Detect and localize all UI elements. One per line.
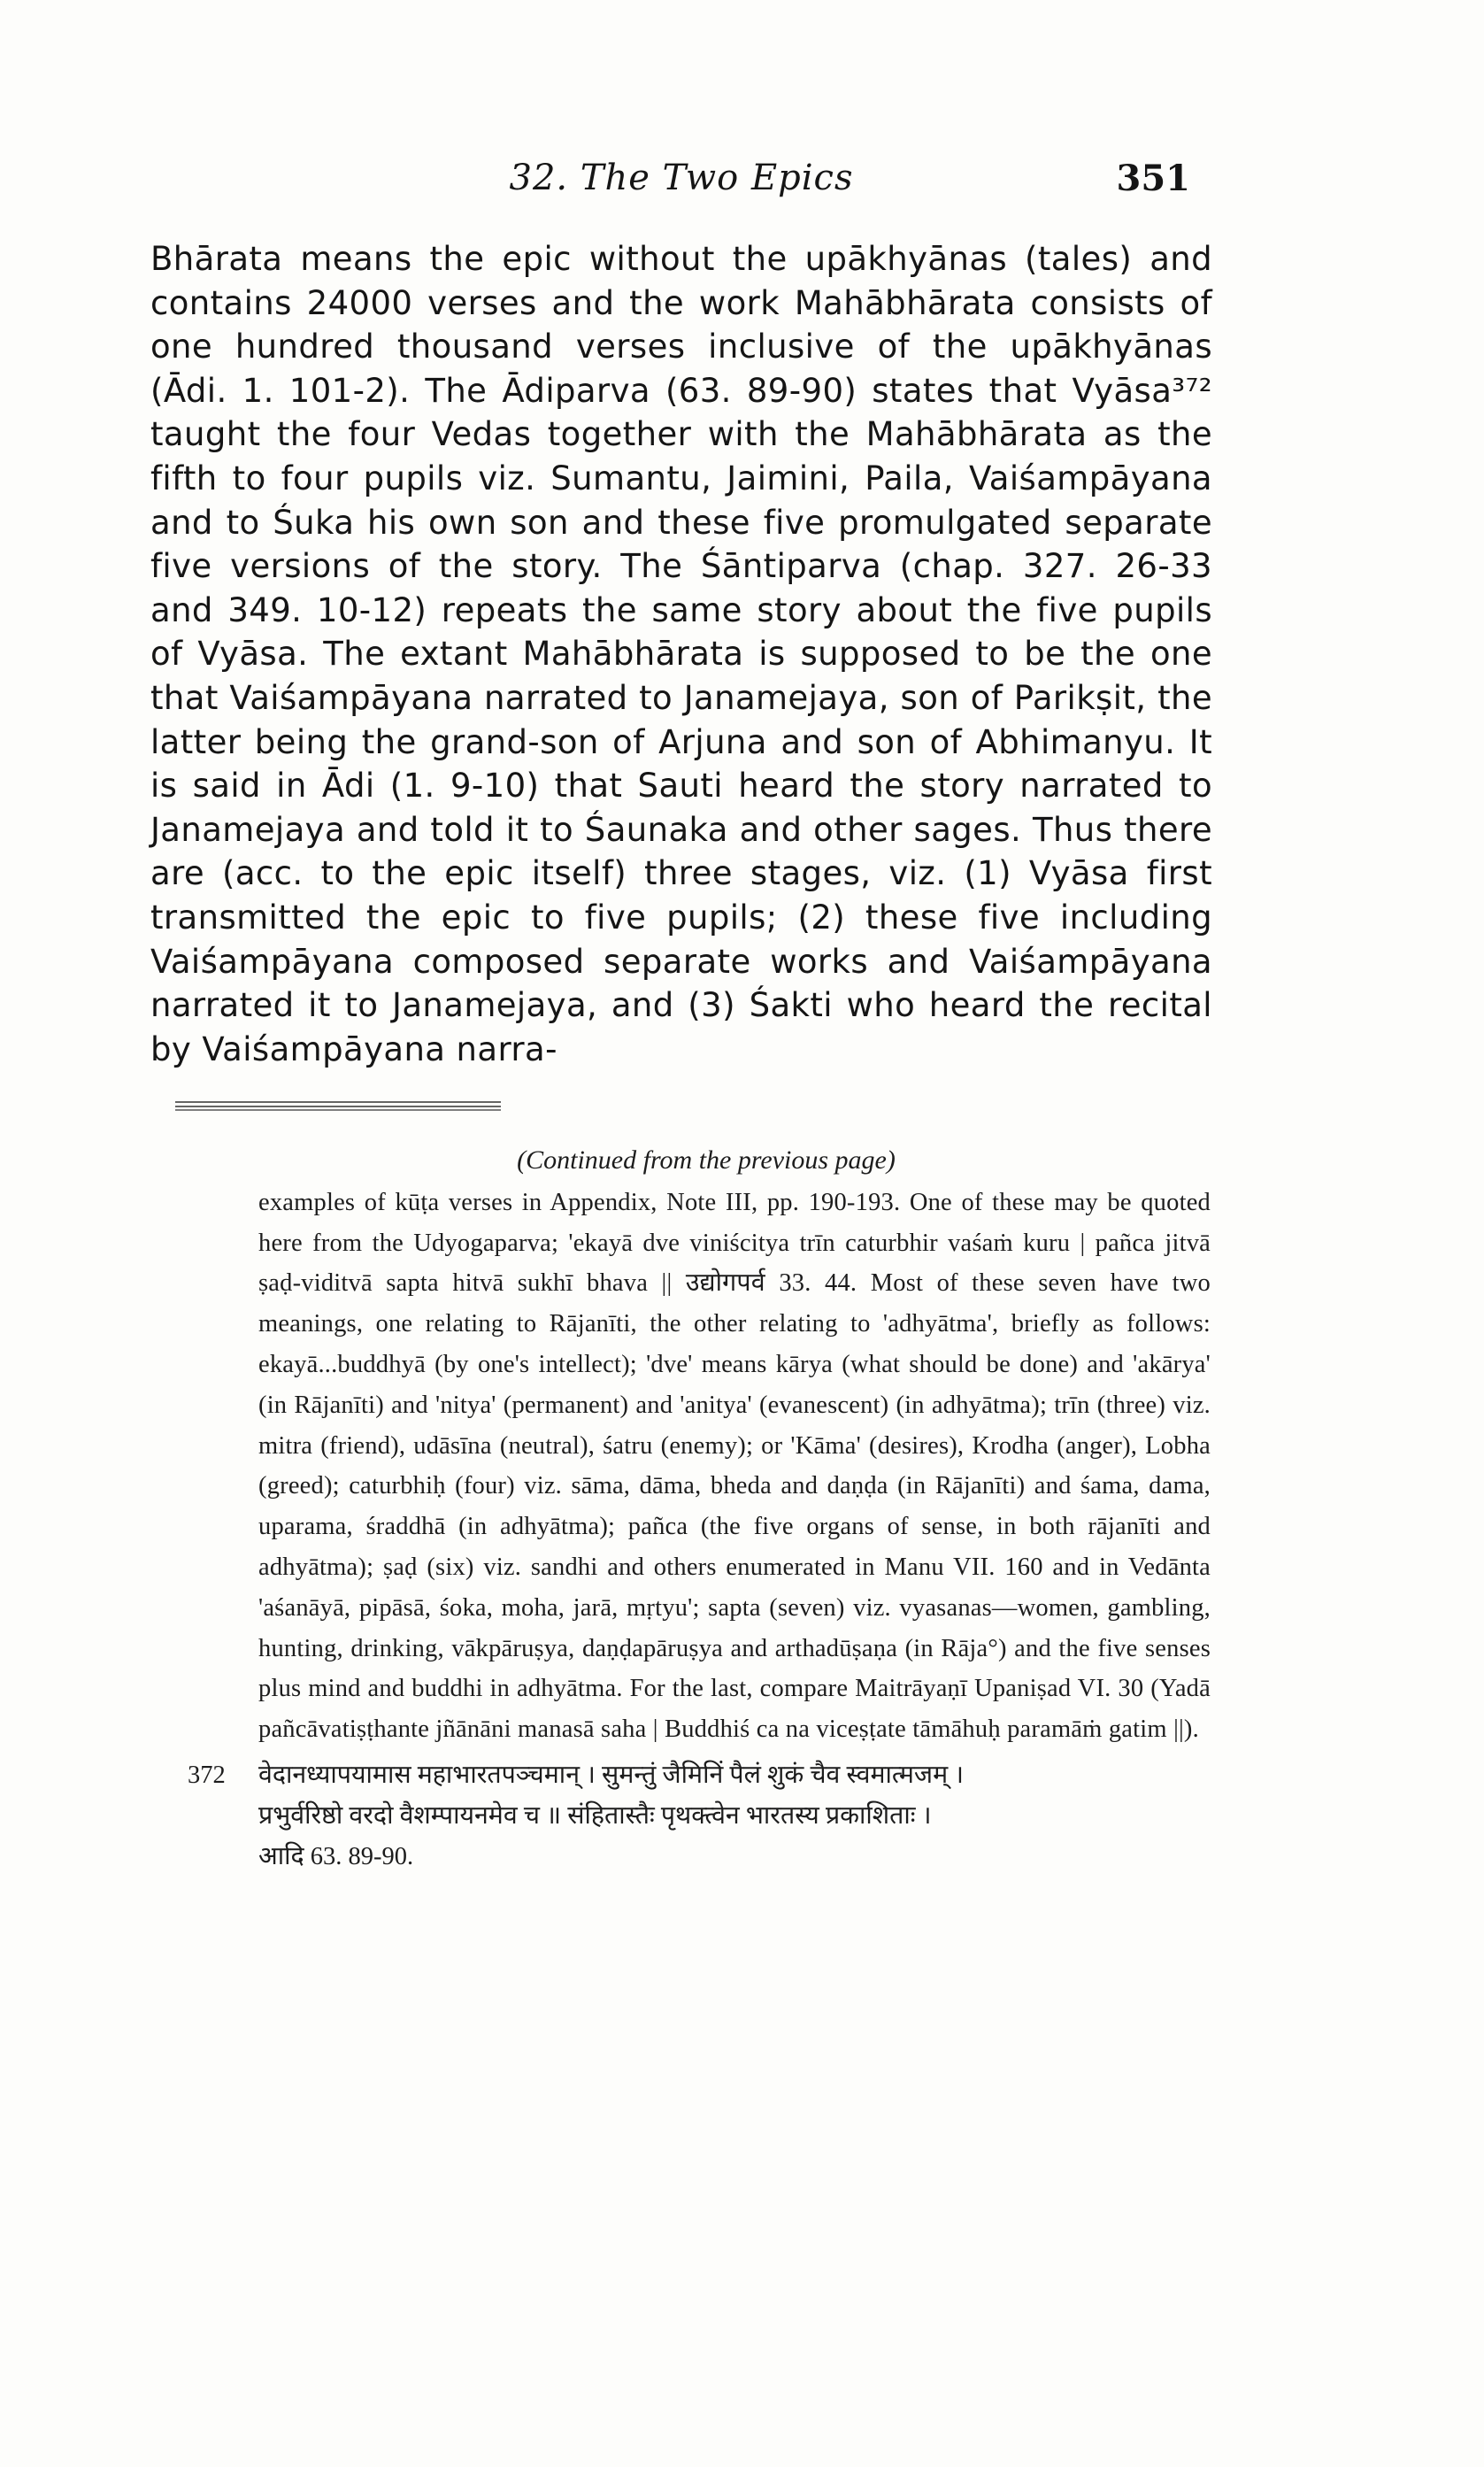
continued-label: (Continued from the previous page) — [517, 1145, 896, 1175]
body-paragraph: Bhārata means the epic without the upākhyānas (tales) and contains 24000 verses and the work Mahābhārata consists of one hundred thousand verses inclusive of the upākhyānas (Ādi. 1. 101-2). The Ādiparva (63. 89-90) states that Vyāsa³⁷² taught the four Vedas together with the Mahābhārata as the fifth to four pupils viz. Sumantu, Jaimini, Paila, Vaiśampāyana and to Śuka his own son and these five promulgated separate five versions of the story. The Śāntiparva (chap. 327. 26-33 and 349. 10-12) repeats the same story about the five pupils of Vyāsa. The extant Mahābhārata is supposed to be the one that Vaiśampāyana narrated to Janamejaya, son of Parikṣit, the latter being the grand-son of Arjuna and son of Abhimanyu. It is said in Ādi (1. 9-10) that Sauti heard the story narrated to Janamejaya and told it to Śaunaka and other sages. Thus there are (acc. to the epic itself) three stages, viz. (1) Vyāsa first transmitted the epic to five pupils; (2) these five including Vaiśampāyana composed separate works and Vaiśampāyana narrated it to Janamejaya, and (3) Śakti who heard the recital by Vaiśampāyana narra- — [150, 240, 1212, 1068]
sanskrit-verse-line-1: वेदानध्यापयामास महाभारतपञ्चमान् । सुमन्तुं जैमिनिं पैलं शुकं चैव स्वमात्मजम् । — [258, 1761, 965, 1789]
running-title: 32. The Two Epics — [509, 158, 854, 198]
sanskrit-citation: आदि 63. 89-90. — [258, 1842, 414, 1870]
footnote-number: 372 — [188, 1761, 226, 1789]
footnotes-block — [188, 1140, 1211, 1877]
footnote-372 — [188, 1755, 1211, 1877]
main-body-text — [150, 237, 1212, 1071]
footnote-separator-rule — [175, 1099, 501, 1112]
sanskrit-verse-line-2: प्रभुर्वरिष्ठो वरदो वैशम्पायनमेव च ॥ संहितास्तैः पृथक्त्वेन भारतस्य प्रकाशिताः । — [258, 1801, 932, 1830]
page-number: 351 — [1116, 158, 1190, 199]
running-header — [173, 158, 1190, 211]
footnote-continued-text: examples of kūṭa verses in Appendix, Note III, pp. 190-193. One of these may be quoted here from the Udyogaparva; 'ekayā dve viniścitya trīn caturbhir vaśaṁ kuru | pañca jitvā ṣaḍ-viditvā sapta hitvā sukhī bhava || उद्योगपर्व 33. 44. Most of these seven have two meanings, one relating to Rājanīti, the other relating to 'adhyātma', briefly as follows: ekayā...buddhyā (by one's intellect); 'dve' means kārya (what should be done) and 'akārya' (in Rājanīti) and 'nitya' (permanent) and 'anitya' (evanescent) (in adhyātma); trīn (three) viz. mitra (friend), udāsīna (neutral), śatru (enemy); or 'Kāma' (desires), Krodha (anger), Lobha (greed); caturbhiḥ (four) viz. sāma, dāma, bheda and daṇḍa (in Rājanīti) and śama, dama, uparama, śraddhā (in adhyātma); pañca (the five organs of sense, in both rājanīti and adhyātma); ṣaḍ (six) viz. sandhi and others enumerated in Manu VII. 160 and in Vedānta 'aśanāyā, pipāsā, śoka, moha, jarā, mṛtyu'; sapta (seven) viz. vyasanas—women, gambling, hunting, drinking, vākpāruṣya, daṇḍapāruṣya and arthadūṣaṇa (in Rāja°) and the five senses plus mind and buddhi in adhyātma. For the last, compare Maitrāyaṇī Upaniṣad VI. 30 (Yadā pañcāvatiṣṭhante jñānāni manasā saha | Buddhiś ca na viceṣṭate tāmāhuḥ paramāṁ gatim ||). — [258, 1188, 1211, 1744]
